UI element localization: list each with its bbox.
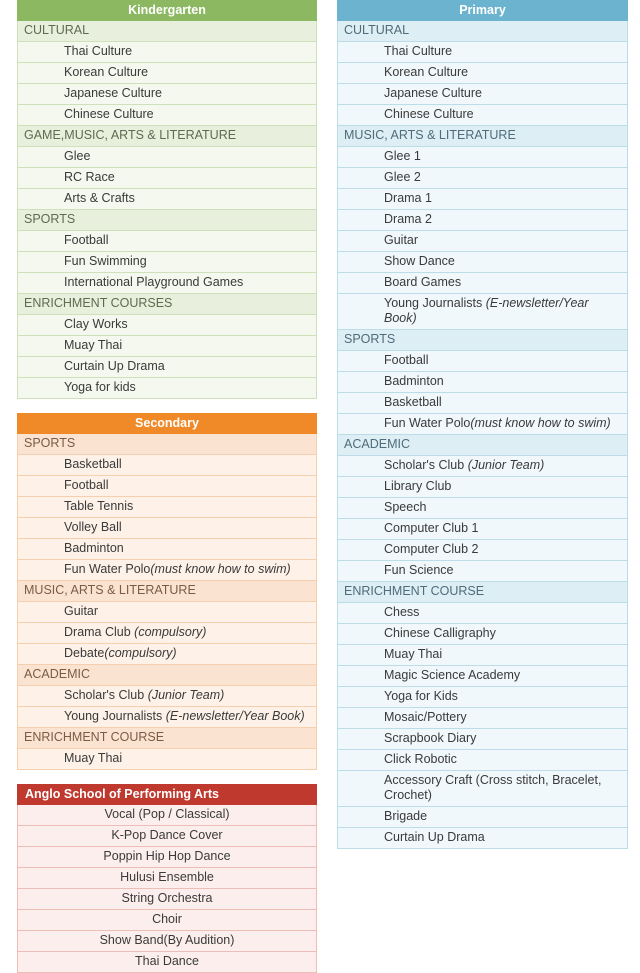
- activity-row: Curtain Up Drama: [337, 828, 628, 849]
- card-header-secondary: Secondary: [17, 413, 317, 434]
- rows-anglo-school: [17, 805, 317, 973]
- activity-row: Scrapbook Diary: [337, 729, 628, 750]
- activity-row: Show Dance: [337, 252, 628, 273]
- activity-row: Thai Culture: [337, 42, 628, 63]
- activity-row: Table Tennis: [17, 497, 317, 518]
- activity-row: Debate(compulsory): [17, 644, 317, 665]
- activity-row: Fun Water Polo(must know how to swim): [17, 560, 317, 581]
- category-row: GAME,MUSIC, ARTS & LITERATURE: [17, 126, 317, 147]
- card-header-anglo-school: Anglo School of Performing Arts: [17, 784, 317, 805]
- activity-row: Library Club: [337, 477, 628, 498]
- activity-row: Fun Science: [337, 561, 628, 582]
- activity-row: K-Pop Dance Cover: [17, 826, 317, 847]
- category-row: SPORTS: [17, 434, 317, 455]
- activity-row: Fun Swimming: [17, 252, 317, 273]
- category-row: ACADEMIC: [337, 435, 628, 456]
- activity-row: Korean Culture: [17, 63, 317, 84]
- category-row: ENRICHMENT COURSE: [337, 582, 628, 603]
- activity-row: Guitar: [17, 602, 317, 623]
- activity-row: Scholar's Club (Junior Team): [17, 686, 317, 707]
- category-row: SPORTS: [17, 210, 317, 231]
- activity-row: Curtain Up Drama: [17, 357, 317, 378]
- activity-row: Fun Water Polo(must know how to swim): [337, 414, 628, 435]
- activity-row: Football: [337, 351, 628, 372]
- activity-row: Brigade: [337, 807, 628, 828]
- card-header-kindergarten: Kindergarten: [17, 0, 317, 21]
- activity-row: Mosaic/Pottery: [337, 708, 628, 729]
- category-row: ENRICHMENT COURSES: [17, 294, 317, 315]
- category-row: MUSIC, ARTS & LITERATURE: [17, 581, 317, 602]
- activity-row: Badminton: [337, 372, 628, 393]
- activity-row: Glee: [17, 147, 317, 168]
- activity-row: Football: [17, 231, 317, 252]
- activity-row: Board Games: [337, 273, 628, 294]
- activity-row: Badminton: [17, 539, 317, 560]
- rows-primary: [337, 21, 628, 849]
- activity-row: Chinese Culture: [17, 105, 317, 126]
- category-row: MUSIC, ARTS & LITERATURE: [337, 126, 628, 147]
- category-row: CULTURAL: [17, 21, 317, 42]
- activity-row: Drama 1: [337, 189, 628, 210]
- left-column: [17, 0, 317, 973]
- activity-row: Thai Dance: [17, 952, 317, 973]
- card-secondary: [17, 413, 317, 770]
- activity-row: Choir: [17, 910, 317, 931]
- activity-row: Poppin Hip Hop Dance: [17, 847, 317, 868]
- right-column: [337, 0, 628, 849]
- activity-row: Muay Thai: [17, 749, 317, 770]
- activity-row: Young Journalists (E-newsletter/Year Book): [337, 294, 628, 330]
- activity-row: String Orchestra: [17, 889, 317, 910]
- activity-row: Drama 2: [337, 210, 628, 231]
- card-primary: [337, 0, 628, 849]
- activity-row: Click Robotic: [337, 750, 628, 771]
- activity-row: Guitar: [337, 231, 628, 252]
- activity-row: Accessory Craft (Cross stitch, Bracelet, Crochet): [337, 771, 628, 807]
- card-kindergarten: [17, 0, 317, 399]
- activity-row: Drama Club (compulsory): [17, 623, 317, 644]
- activity-row: Clay Works: [17, 315, 317, 336]
- activity-row: Yoga for kids: [17, 378, 317, 399]
- activity-row: Chinese Calligraphy: [337, 624, 628, 645]
- activity-row: Glee 2: [337, 168, 628, 189]
- activity-row: International Playground Games: [17, 273, 317, 294]
- card-header-primary: Primary: [337, 0, 628, 21]
- activity-row: Vocal (Pop / Classical): [17, 805, 317, 826]
- activity-row: Speech: [337, 498, 628, 519]
- card-anglo-school: [17, 784, 317, 973]
- rows-kindergarten: [17, 21, 317, 399]
- activity-row: Muay Thai: [337, 645, 628, 666]
- activity-row: Japanese Culture: [337, 84, 628, 105]
- activity-row: Basketball: [337, 393, 628, 414]
- activity-row: Magic Science Academy: [337, 666, 628, 687]
- activity-row: Football: [17, 476, 317, 497]
- category-row: CULTURAL: [337, 21, 628, 42]
- activity-row: Basketball: [17, 455, 317, 476]
- rows-secondary: [17, 434, 317, 770]
- activity-row: Thai Culture: [17, 42, 317, 63]
- activity-row: Volley Ball: [17, 518, 317, 539]
- activity-row: Hulusi Ensemble: [17, 868, 317, 889]
- activity-row: Arts & Crafts: [17, 189, 317, 210]
- activity-row: Chess: [337, 603, 628, 624]
- activity-row: Young Journalists (E-newsletter/Year Book): [17, 707, 317, 728]
- activity-row: Korean Culture: [337, 63, 628, 84]
- category-row: ENRICHMENT COURSE: [17, 728, 317, 749]
- activity-row: RC Race: [17, 168, 317, 189]
- activity-row: Muay Thai: [17, 336, 317, 357]
- category-row: ACADEMIC: [17, 665, 317, 686]
- activity-row: Show Band(By Audition): [17, 931, 317, 952]
- activity-row: Computer Club 2: [337, 540, 628, 561]
- category-row: SPORTS: [337, 330, 628, 351]
- activity-row: Glee 1: [337, 147, 628, 168]
- activity-row: Scholar's Club (Junior Team): [337, 456, 628, 477]
- activity-row: Yoga for Kids: [337, 687, 628, 708]
- activity-row: Computer Club 1: [337, 519, 628, 540]
- activity-row: Japanese Culture: [17, 84, 317, 105]
- activity-row: Chinese Culture: [337, 105, 628, 126]
